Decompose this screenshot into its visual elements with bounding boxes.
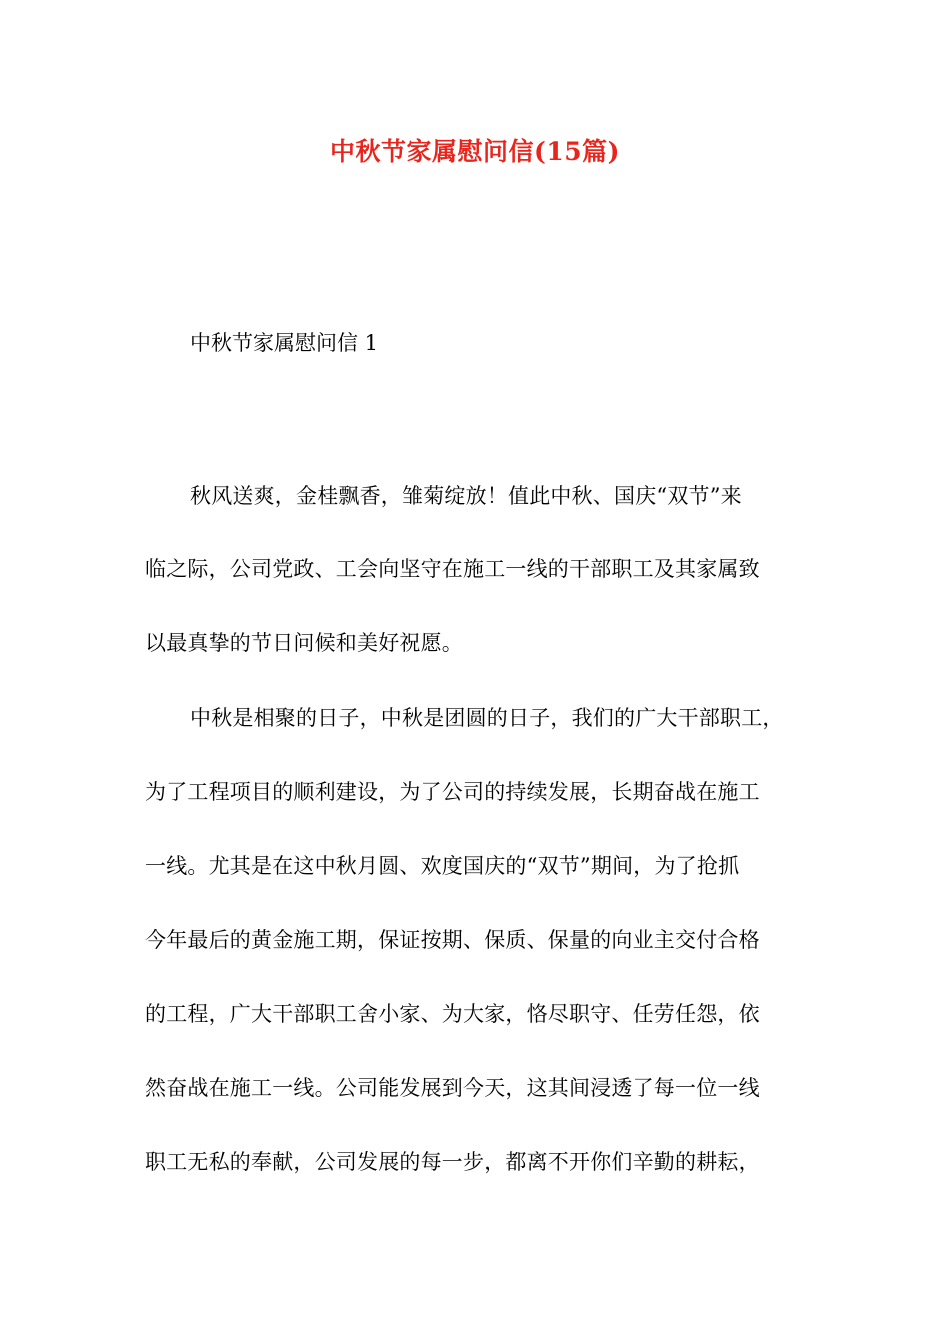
paragraph-1-line-2: 临之际，公司党政、工会向坚守在施工一线的干部职工及其家属致 bbox=[145, 557, 760, 581]
paragraph-2-line-4: 今年最后的黄金施工期，保证按期、保质、保量的向业主交付合格 bbox=[145, 928, 760, 952]
paragraph-2-line-2: 为了工程项目的顺利建设，为了公司的持续发展，长期奋战在施工 bbox=[145, 780, 760, 804]
paragraph-2-line-7: 职工无私的奉献，公司发展的每一步，都离不开你们辛勤的耕耘， bbox=[145, 1150, 760, 1174]
paragraph-1-line-3: 以最真挚的节日问候和美好祝愿。 bbox=[145, 631, 463, 655]
paragraph-2-line-6: 然奋战在施工一线。公司能发展到今天，这其间浸透了每一位一线 bbox=[145, 1076, 760, 1100]
paragraph-2-line-3: 一线。尤其是在这中秋月圆、欢度国庆的“双节”期间，为了抢抓 bbox=[145, 854, 740, 878]
document-title: 中秋节家属慰问信(15篇) bbox=[330, 137, 620, 166]
paragraph-1-line-1: 秋风送爽，金桂飘香，雏菊绽放！值此中秋、国庆“双节”来 bbox=[190, 484, 742, 508]
paragraph-2-line-5: 的工程，广大干部职工舍小家、为大家，恪尽职守、任劳任怨，依 bbox=[145, 1002, 760, 1026]
section-heading: 中秋节家属慰问信 1 bbox=[190, 331, 379, 355]
paragraph-2-line-1: 中秋是相聚的日子，中秋是团圆的日子，我们的广大干部职工， bbox=[190, 706, 784, 730]
